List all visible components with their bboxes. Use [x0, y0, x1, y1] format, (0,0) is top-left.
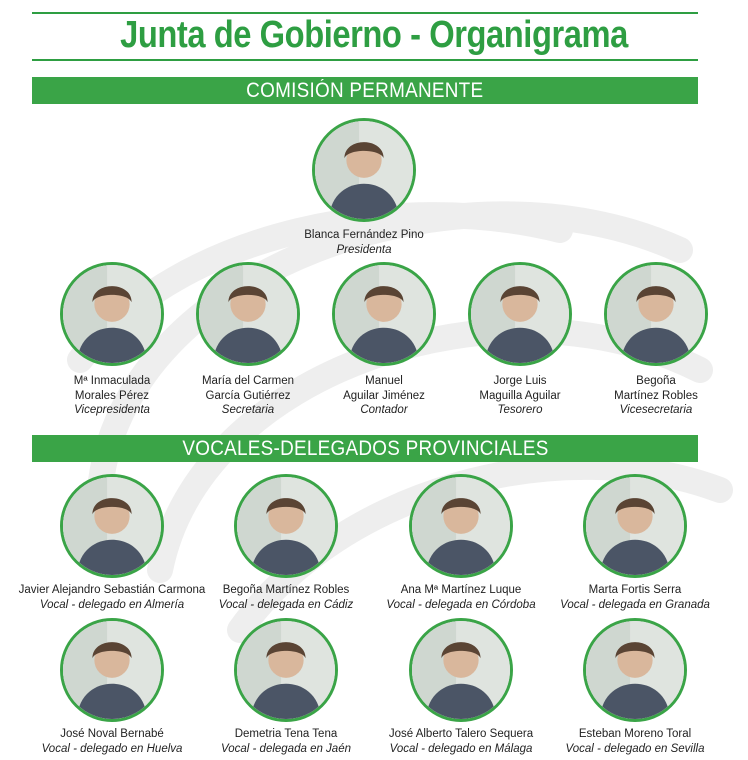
- section-header-vocales: [32, 435, 698, 462]
- avatar: [604, 262, 708, 366]
- title-rule-bottom: [32, 59, 698, 61]
- avatar: [60, 474, 164, 578]
- person-card: [361, 618, 561, 756]
- avatar: [583, 618, 687, 722]
- person-name: Esteban Moreno Toral: [578, 728, 692, 740]
- person-card: [186, 474, 386, 612]
- person-name: Marta Fortis Serra: [588, 584, 682, 596]
- person-name: María del Carmen García Gutiérrez: [201, 375, 295, 402]
- person-role: Vocal - delegado en Almería: [39, 598, 185, 611]
- avatar: [196, 262, 300, 366]
- avatar: [234, 618, 338, 722]
- avatar: [60, 618, 164, 722]
- person-role: Vocal - delegado en Málaga: [389, 742, 533, 755]
- avatar: [60, 262, 164, 366]
- person-name: José Alberto Talero Sequera: [388, 728, 534, 740]
- person-name: Javier Alejandro Sebastián Carmona: [18, 584, 206, 596]
- person-name: Blanca Fernández Pino: [304, 229, 424, 241]
- page-title: Junta de Gobierno - Organigrama: [120, 14, 628, 56]
- person-name: Demetria Tena Tena: [234, 728, 338, 740]
- person-card: [50, 262, 174, 418]
- avatar: [312, 118, 416, 222]
- person-card: [12, 474, 212, 612]
- person-role: Secretaria: [221, 404, 275, 416]
- person-name: José Noval Bernabé: [60, 728, 164, 740]
- person-role: Vocal - delegado en Huelva: [41, 742, 183, 755]
- section-header-permanente: [32, 77, 698, 104]
- person-role: Vocal - delegado en Sevilla: [565, 742, 705, 755]
- person-name: Begoña Martínez Robles: [614, 375, 698, 402]
- person-card: [458, 262, 582, 418]
- person-card: [535, 474, 735, 612]
- section-title: VOCALES-DELEGADOS PROVINCIALES: [181, 437, 549, 460]
- person-card: [186, 618, 386, 756]
- person-card: [186, 262, 310, 418]
- person-name: Begoña Martínez Robles: [222, 584, 350, 596]
- person-card: [322, 262, 446, 418]
- person-role: Vocal - delegada en Cádiz: [218, 598, 354, 611]
- section-title: COMISIÓN PERMANENTE: [246, 79, 484, 102]
- person-card: [361, 474, 561, 612]
- person-role: Vicepresidenta: [74, 404, 150, 416]
- avatar: [468, 262, 572, 366]
- person-card: [535, 618, 735, 756]
- person-role: Presidenta: [336, 243, 392, 256]
- avatar: [409, 474, 513, 578]
- person-role: Vocal - delegada en Jaén: [220, 742, 351, 755]
- person-card: [594, 262, 718, 418]
- person-name: Mª Inmaculada Morales Pérez: [73, 375, 151, 402]
- person-role: Contador: [360, 404, 408, 416]
- person-role: Vocal - delegada en Córdoba: [386, 598, 536, 611]
- avatar: [234, 474, 338, 578]
- person-card: [12, 618, 212, 756]
- person-name: Ana Mª Martínez Luque: [400, 584, 522, 596]
- person-role: Vicesecretaria: [619, 404, 693, 416]
- person-name: Manuel Aguilar Jiménez: [343, 375, 425, 402]
- avatar: [409, 618, 513, 722]
- person-role: Tesorero: [497, 404, 543, 416]
- avatar: [332, 262, 436, 366]
- person-card-president: [282, 118, 446, 257]
- person-name: Jorge Luis Maguilla Aguilar: [479, 375, 561, 402]
- person-role: Vocal - delegada en Granada: [560, 598, 710, 611]
- avatar: [583, 474, 687, 578]
